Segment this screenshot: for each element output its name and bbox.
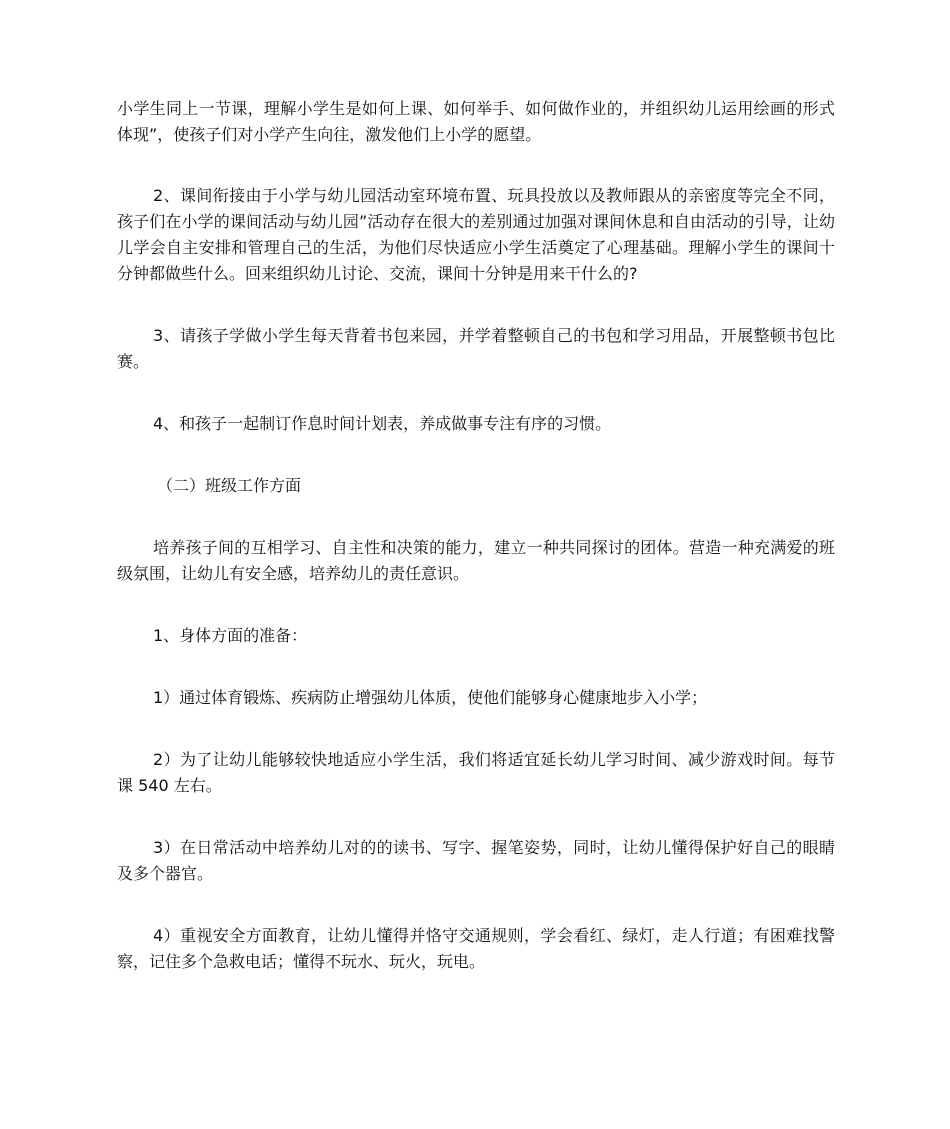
subheading-physical-preparation: 1、身体方面的准备： [153,626,308,645]
section-heading-class-work: （二）班级工作方面 [157,476,302,495]
list-item-study-time: 2）为了让幼儿能够较快地适应小学生活，我们将适宜延长幼儿学习时间、减少游戏时间。每节课 540 左右。 [117,750,835,795]
document-body [117,96,835,1011]
paragraph-continuation: 小学生同上一节课，理解小学生是如何上课、如何举手、如何做作业的，并组织幼儿运用绘画的形式体现”，使孩子们对小学产生向往，激发他们上小学的愿望。 [117,99,835,144]
paragraph-schoolbag: 3、请孩子学做小学生每天背着书包来园，并学着整顿自己的书包和学习用品，开展整顿书包比赛。 [117,326,835,371]
paragraph-schedule: 4、和孩子一起制订作息时间计划表，养成做事专注有序的习惯。 [153,414,612,433]
list-item-safety: 4）重视安全方面教育，让幼儿懂得并恪守交通规则，学会看红、绿灯，走人行道；有困难找警察，记住多个急救电话；懂得不玩水、玩火，玩电。 [117,926,835,971]
paragraph-class-atmosphere: 培养孩子间的互相学习、自主性和决策的能力，建立一种共同探讨的团体。营造一种充满爱的班级氛围，让幼儿有安全感，培养幼儿的责任意识。 [117,538,835,583]
list-item-physical-exercise: 1）通过体育锻炼、疾病防止增强幼儿体质，使他们能够身心健康地步入小学； [153,688,708,707]
list-item-posture: 3）在日常活动中培养幼儿对的的读书、写字、握笔姿势，同时，让幼儿懂得保护好自己的眼睛及多个器官。 [117,838,835,883]
paragraph-recess-transition: 2、课间衔接由于小学与幼儿园活动室环境布置、玩具投放以及教师跟从的亲密度等完全不同，孩子们在小学的课间活动与幼儿园”活动存在很大的差别通过加强对课间休息和自由活动的引导，让幼儿学会自主安排和管理自己的生活，为他们尽快适应小学生活奠定了心理基础。理解小学生的课间十分钟都做些什么。回来组织幼儿讨论、交流，课间十分钟是用来干什么的? [117,186,835,283]
